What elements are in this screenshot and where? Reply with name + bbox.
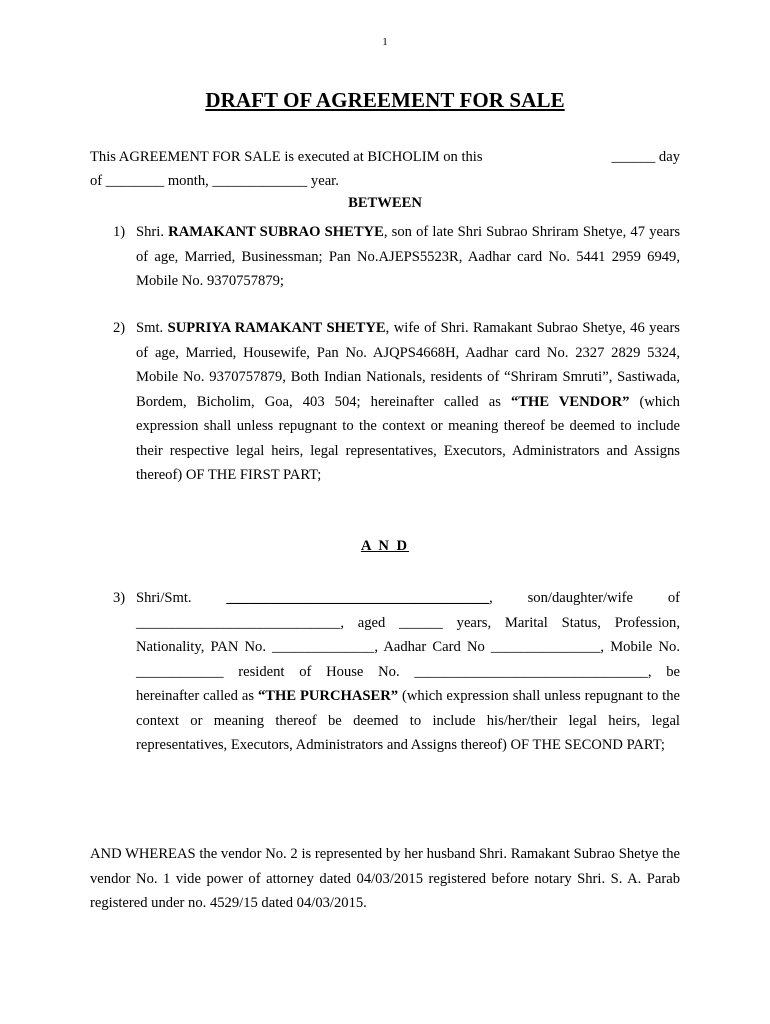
purchaser-designation: “THE PURCHASER”: [257, 688, 399, 704]
party-3-details-cont: (which expression shall unless repugnant to the context or meaning thereof be deemed to include his/her/their legal heirs, legal representatives, Executors, Administrators and Assigns thereof) OF THE SECOND PART;: [136, 688, 680, 753]
party-1-prefix: Shri.: [136, 224, 169, 240]
party-3: [113, 586, 680, 758]
whereas-paragraph: AND WHEREAS the vendor No. 2 is represented by her husband Shri. Ramakant Subrao Shetye the vendor No. 1 vide power of attorney dated 04/03/2015 registered before notary Shri. S. A. Parab registered under no. 4529/15 dated 04/03/2015.: [90, 846, 680, 911]
intro-line2-text: of ________ month, _____________ year.: [90, 173, 339, 189]
party-3-prefix: Shri/Smt.: [136, 590, 227, 606]
party-2-text: [136, 316, 680, 488]
and-heading: A N D: [360, 538, 410, 554]
party-3-details: , son/daughter/wife of ____________________________, aged ______ years, Marital Status, Profession, Nationality, PAN No. ______________, Aadhar Card No _______________, Mobile No. ____________ resident of House No. ________________________________, be hereinafter called as: [136, 590, 680, 704]
party-2-number: 2): [113, 320, 126, 336]
party-1: [113, 220, 680, 294]
party-2-details-cont: (which expression shall unless repugnant to the context or meaning thereof be deemed to include their respective legal heirs, legal representatives, Executors, Administrators and Assigns thereof) OF THE FIRST PART;: [136, 393, 680, 483]
party-1-name: RAMAKANT SUBRAO SHETYE: [168, 224, 384, 240]
party-1-text: [136, 220, 680, 294]
party-1-details: , son of late Shri Subrao Shriram Shetye, 47 years of age, Married, Businessman; Pan No.AJEPS5523R, Aadhar card No. 5441 2959 6949, Mobile No. 9370757879;: [136, 224, 680, 289]
party-1-number: 1): [113, 224, 126, 240]
party-2: [113, 316, 680, 488]
intro-line1-text: This AGREEMENT FOR SALE is executed at BICHOLIM on this: [90, 149, 483, 165]
vendor-designation: “THE VENDOR”: [510, 393, 630, 410]
party-2-prefix: Smt.: [136, 320, 168, 336]
party-3-name-blank: ____________________________________: [226, 590, 490, 606]
party-2-details: , wife of Shri. Ramakant Subrao Shetye, 46 years of age, Married, Housewife, Pan No. AJQPS4668H, Aadhar card No. 2327 2829 5324, Mobile No. 9370757879, Both Indian Nationals, residents of “Shriram Smruti”, Sastiwada, Bordem, Bicholim, Goa, 403 504; hereinafter called as: [136, 320, 680, 410]
between-heading: BETWEEN: [348, 195, 422, 211]
party-3-number: 3): [113, 590, 126, 606]
intro-paragraph: [90, 145, 680, 193]
party-2-name: SUPRIYA RAMAKANT SHETYE: [167, 320, 386, 336]
intro-day-blank: ______ day: [611, 149, 680, 165]
page-number: 1: [382, 36, 388, 48]
party-3-text: [136, 586, 680, 758]
document-title: DRAFT OF AGREEMENT FOR SALE: [205, 88, 565, 112]
